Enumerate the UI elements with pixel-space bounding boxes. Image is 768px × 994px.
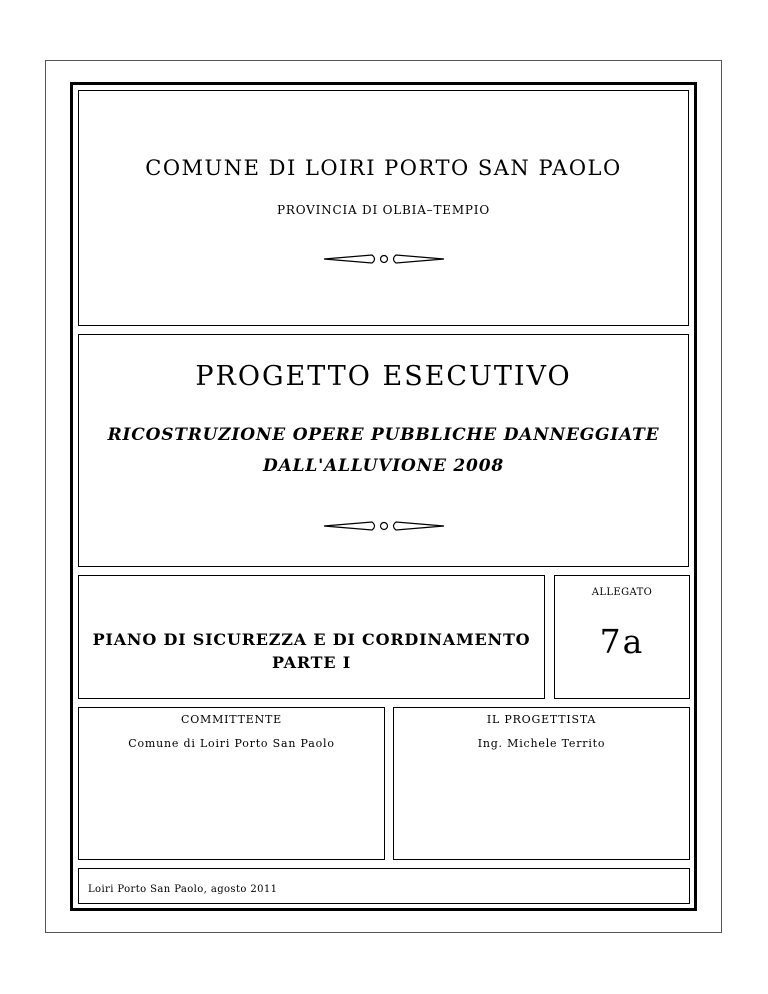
document-title-box <box>78 575 545 699</box>
footer-box <box>78 868 690 904</box>
attachment-number: 7a <box>599 622 645 661</box>
comune-title: COMUNE DI LOIRI PORTO SAN PAOLO <box>145 156 622 180</box>
ornament-divider-icon <box>314 252 454 266</box>
document-title-line2: PARTE I <box>271 653 352 672</box>
progettista-name: Ing. Michele Territo <box>477 737 606 750</box>
provincia-subtitle: PROVINCIA DI OLBIA–TEMPIO <box>277 203 490 217</box>
place-date: Loiri Porto San Paolo, agosto 2011 <box>88 884 278 895</box>
committente-name: Comune di Loiri Porto San Paolo <box>128 737 335 750</box>
progettista-box <box>393 707 690 860</box>
progettista-label: IL PROGETTISTA <box>486 713 597 726</box>
project-box <box>78 334 689 567</box>
title-block-frame <box>70 82 697 911</box>
project-subtitle-line2: DALL'ALLUVIONE 2008 <box>263 456 504 476</box>
project-title: PROGETTO ESECUTIVO <box>195 361 572 392</box>
committente-label: COMMITTENTE <box>180 713 282 726</box>
ornament-divider-icon <box>314 519 454 533</box>
project-subtitle-line1: RICOSTRUZIONE OPERE PUBBLICHE DANNEGGIATE <box>107 425 660 445</box>
document-title <box>79 628 544 674</box>
attachment-label: ALLEGATO <box>591 587 653 598</box>
committente-box <box>78 707 385 860</box>
header-box <box>78 90 689 326</box>
document-title-line1: PIANO DI SICUREZZA E DI CORDINAMENTO <box>92 630 531 649</box>
attachment-box <box>554 575 690 699</box>
